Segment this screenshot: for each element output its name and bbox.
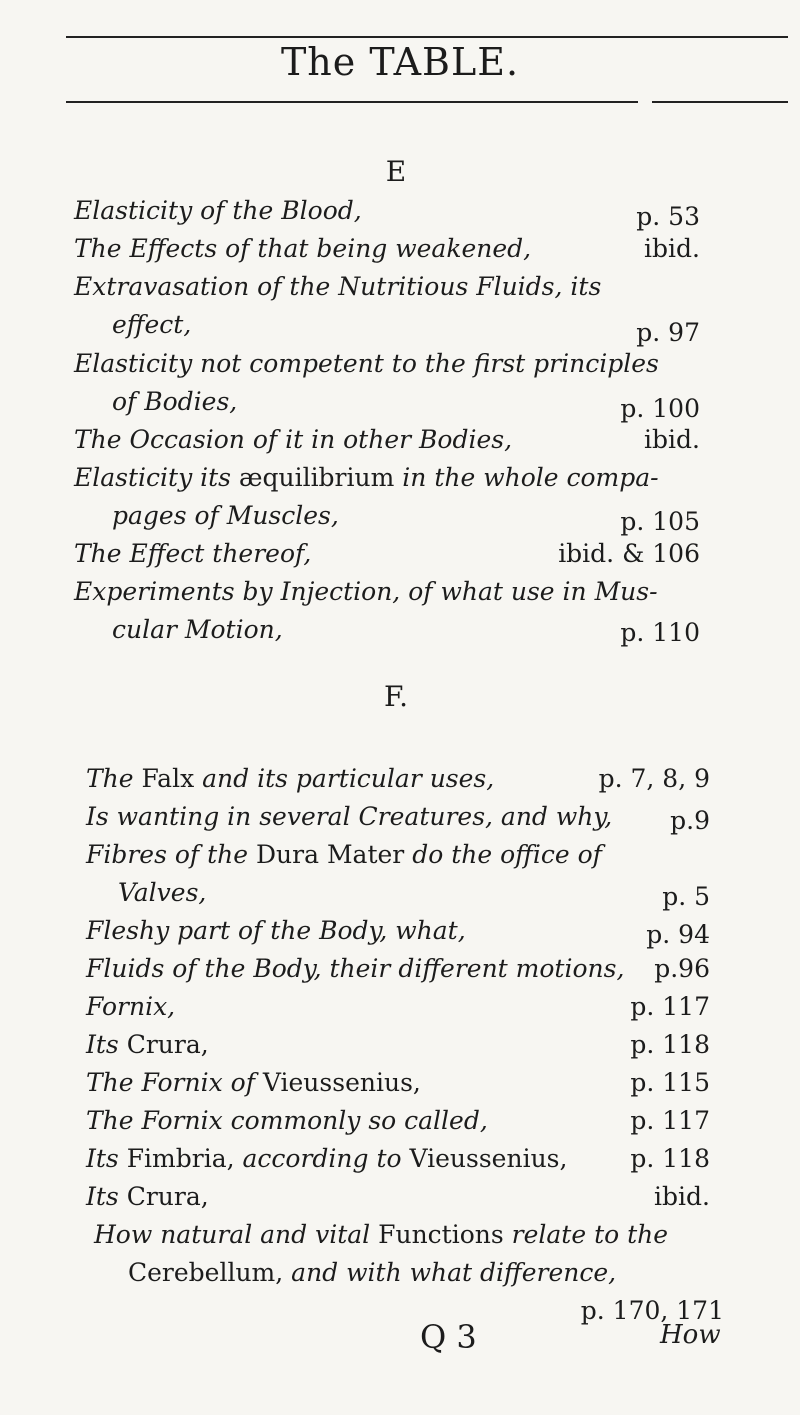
entry-roman: Vieussenius,	[409, 1144, 568, 1173]
index-entry	[94, 1216, 668, 1254]
section-letter-e: E	[385, 155, 407, 188]
entry-part: Its	[86, 1144, 127, 1173]
index-entry: Elasticity of the Blood,	[74, 196, 362, 225]
page-ref: p. 117	[630, 992, 710, 1021]
entry-roman: æquilibrium	[238, 463, 395, 492]
page-ref: p. 115	[630, 1068, 710, 1097]
entry-part: The Fornix of	[86, 1068, 263, 1097]
index-entry	[86, 760, 494, 798]
page-ref: p. 94	[646, 920, 710, 949]
entry-roman: Fimbria,	[126, 1144, 235, 1173]
index-entry: Valves,	[118, 878, 207, 907]
entry-part: and its particular uses,	[194, 764, 495, 793]
entry-part: Its	[86, 1182, 127, 1211]
page-ref: ibid. & 106	[558, 539, 700, 568]
page-ref: p. 118	[630, 1144, 710, 1173]
signature-mark: Q 3	[420, 1318, 477, 1356]
entry-part: The	[86, 764, 142, 793]
catchword: How	[660, 1320, 721, 1350]
entry-roman: Crura,	[126, 1182, 209, 1211]
page-ref: p. 5	[662, 882, 710, 911]
page-ref: ibid.	[654, 1182, 710, 1211]
page-ref: ibid.	[644, 425, 700, 454]
entry-part: and with what difference,	[283, 1258, 617, 1287]
index-entry: The Effects of that being weakened,	[74, 234, 532, 263]
entry-part: do the office of	[404, 840, 602, 869]
entry-part: Fibres of the	[86, 840, 257, 869]
page-ref: p. 110	[620, 618, 700, 647]
page-ref: p. 7, 8, 9	[598, 764, 710, 793]
page-ref: p. 118	[630, 1030, 710, 1059]
index-entry: Extravasation of the Nutritious Fluids, its	[74, 272, 602, 301]
entry-roman: Falx	[141, 764, 195, 793]
page-ref: p. 170, 171	[580, 1296, 724, 1325]
index-entry: Fleshy part of the Body, what,	[86, 916, 466, 945]
entry-part: Its	[86, 1030, 127, 1059]
entry-part: in the whole compa-	[394, 463, 659, 492]
index-entry: Fluids of the Body, their different motions,	[86, 954, 625, 983]
header-rule-bottom-right	[652, 101, 788, 103]
entry-part: How natural and vital	[94, 1220, 379, 1249]
section-letter-f: F.	[384, 680, 408, 713]
entry-roman: Dura Mater	[256, 840, 405, 869]
page-ref: p.96	[654, 954, 710, 983]
index-entry	[86, 836, 602, 874]
index-entry: The Fornix commonly so called,	[86, 1106, 488, 1135]
page-ref: p. 97	[636, 318, 700, 347]
index-entry	[86, 1026, 209, 1064]
page-ref: p. 53	[636, 202, 700, 231]
index-entry: of Bodies,	[112, 387, 238, 416]
index-entry	[86, 1064, 421, 1102]
header-rule-top	[66, 36, 788, 38]
index-entry: Elasticity not competent to the first principles	[74, 349, 659, 378]
entry-roman: Cerebellum,	[128, 1258, 284, 1287]
page-ref: p. 117	[630, 1106, 710, 1135]
entry-part: Elasticity its	[74, 463, 239, 492]
index-entry: cular Motion,	[112, 615, 283, 644]
index-entry	[74, 459, 659, 497]
entry-roman: Crura,	[126, 1030, 209, 1059]
page-title: The TABLE.	[280, 40, 520, 84]
index-entry: The Effect thereof,	[74, 539, 312, 568]
index-entry	[86, 1140, 567, 1178]
index-entry: Experiments by Injection, of what use in Mus-	[74, 577, 658, 606]
index-entry: effect,	[112, 310, 192, 339]
index-entry: Fornix,	[86, 992, 176, 1021]
entry-roman: Vieussenius,	[262, 1068, 421, 1097]
entry-part: relate to the	[503, 1220, 669, 1249]
index-entry: The Occasion of it in other Bodies,	[74, 425, 513, 454]
page-ref: p.9	[670, 806, 710, 835]
index-entry: pages of Muscles,	[112, 501, 339, 530]
index-entry	[86, 1178, 209, 1216]
index-entry: Is wanting in several Creatures, and why,	[86, 802, 613, 831]
page-ref: ibid.	[644, 234, 700, 263]
entry-part: according to	[234, 1144, 410, 1173]
page-ref: p. 105	[620, 507, 700, 536]
page-ref: p. 100	[620, 394, 700, 423]
header-rule-bottom	[66, 101, 638, 103]
entry-roman: Functions	[378, 1220, 504, 1249]
index-entry	[128, 1254, 616, 1292]
